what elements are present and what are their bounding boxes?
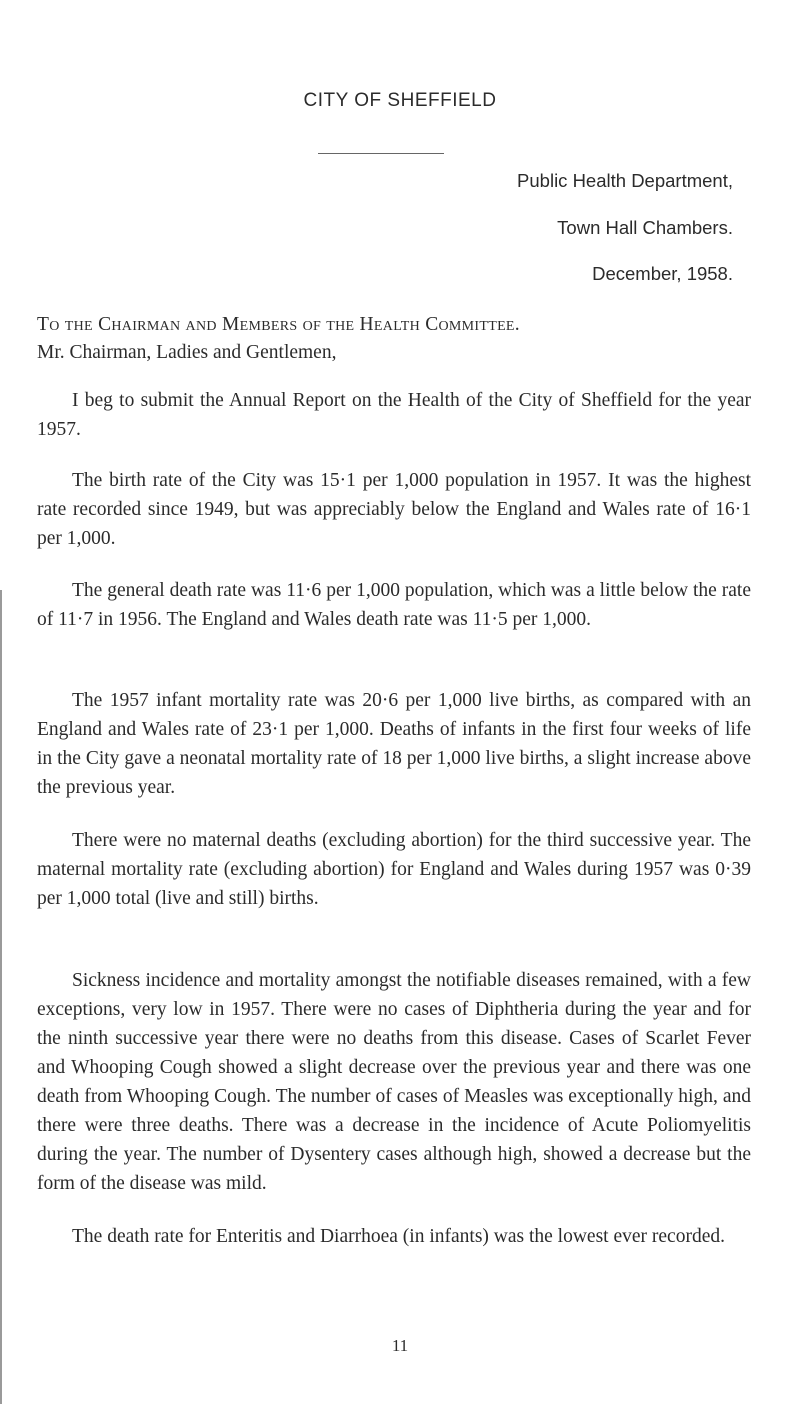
paragraph-maternal-deaths xyxy=(37,826,751,913)
page-title: CITY OF SHEFFIELD xyxy=(303,90,497,111)
page-edge-shadow xyxy=(0,590,2,1404)
paragraph-text: The general death rate was 11·6 per 1,000 population, which was a little below the rate of 11·7 in 1956. The England and Wales death rate was 11·5 per 1,000. xyxy=(37,580,751,630)
address-line-date: December, 1958. xyxy=(592,263,733,284)
paragraph-enteritis xyxy=(37,1222,751,1251)
title-divider xyxy=(318,153,444,154)
addressee-line: To the Chairman and Members of the Health Committee. xyxy=(37,314,520,335)
paragraph-text: Sickness incidence and mortality amongst the notifiable diseases remained, with a few exceptions, very low in 1957. There were no cases of Diphtheria during the year and for the ninth successive year there were no deaths from this disease. Cases of Scarlet Fever and Whooping Cough showed a slight decrease over the previous year and there was one death from Whooping Cough. The number of cases of Measles was exceptionally high, and there were three deaths. There was a decrease in the incidence of Acute Poliomyelitis during the year. The number of Dysentery cases although high, showed a decrease but the form of the disease was mild. xyxy=(37,970,751,1194)
page-number: 11 xyxy=(391,1336,409,1355)
greeting-line: Mr. Chairman, Ladies and Gentlemen, xyxy=(37,342,337,363)
address-line-chambers: Town Hall Chambers. xyxy=(557,217,733,238)
paragraph-submission xyxy=(37,386,751,444)
paragraph-text: The death rate for Enteritis and Diarrhoea (in infants) was the lowest ever recorded. xyxy=(72,1226,725,1247)
paragraph-text: The 1957 infant mortality rate was 20·6 per 1,000 live births, as compared with an England and Wales rate of 23·1 per 1,000. Deaths of infants in the first four weeks of life in the City gave a neonatal mortality rate of 18 per 1,000 live births, a slight increase above the previous year. xyxy=(37,690,751,798)
address-line-department: Public Health Department, xyxy=(517,170,733,191)
paragraph-death-rate xyxy=(37,576,751,634)
paragraph-text: There were no maternal deaths (excluding abortion) for the third successive year. The maternal mortality rate (excluding abortion) for England and Wales during 1957 was 0·39 per 1,000 total (live and still) births. xyxy=(37,830,751,909)
paragraph-notifiable-diseases xyxy=(37,966,751,1198)
paragraph-text: The birth rate of the City was 15·1 per 1,000 population in 1957. It was the highest rate recorded since 1949, but was appreciably below the England and Wales rate of 16·1 per 1,000. xyxy=(37,470,751,549)
paragraph-birth-rate xyxy=(37,466,751,553)
paragraph-infant-mortality xyxy=(37,686,751,802)
paragraph-text: I beg to submit the Annual Report on the Health of the City of Sheffield for the year 1957. xyxy=(37,390,751,440)
